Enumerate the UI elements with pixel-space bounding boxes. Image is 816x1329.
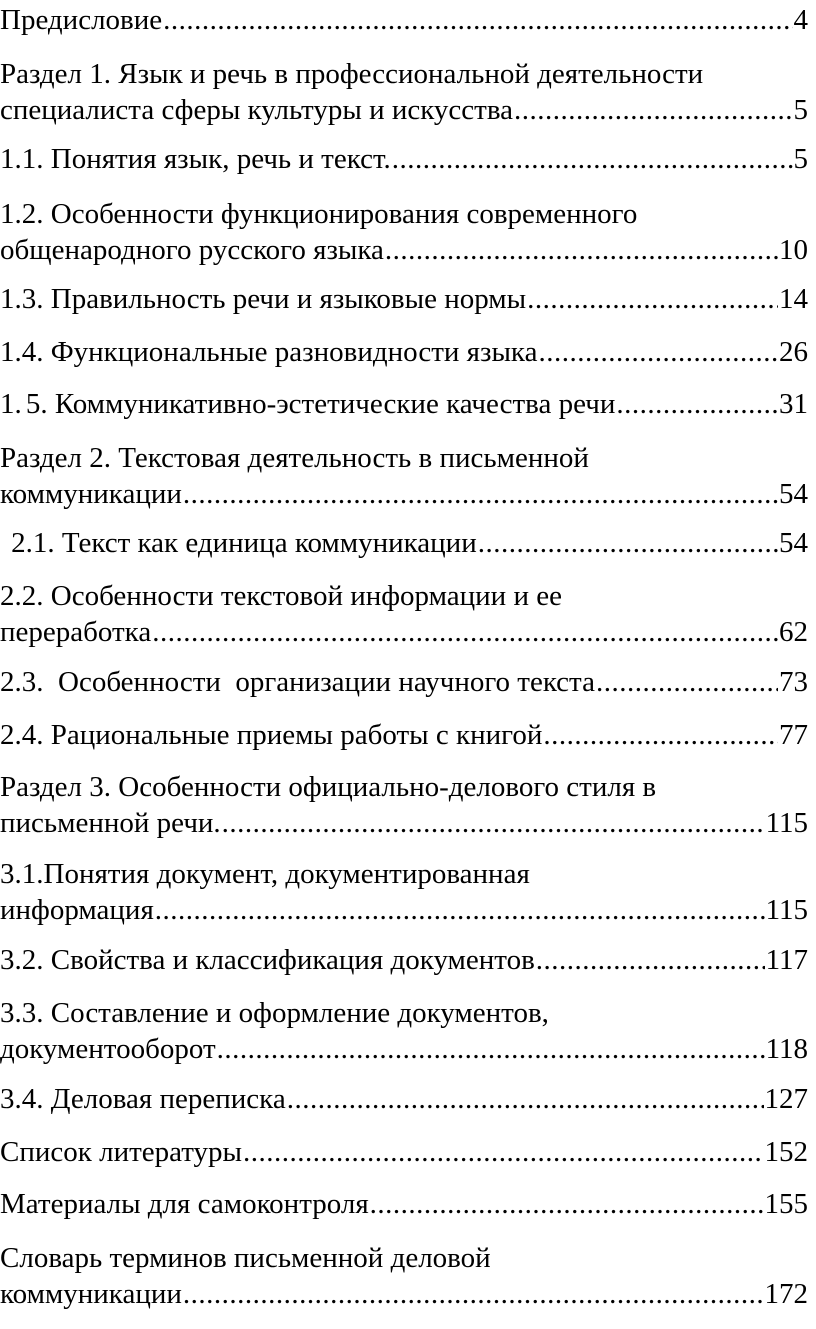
toc-entry-page: 127 xyxy=(764,1083,808,1115)
dot-leader xyxy=(370,1186,764,1222)
toc-entry-title: 3.2. Свойства и классификация документов xyxy=(0,944,535,976)
toc-entry-page: 4 xyxy=(793,4,808,36)
toc-entry-2-2[interactable] xyxy=(0,578,808,650)
toc-entry-title: Предисловие xyxy=(0,4,163,36)
dot-leader xyxy=(538,334,778,370)
toc-entry-title-line1: Раздел 3. Особенности официально-делового стиля в xyxy=(0,771,657,803)
toc-entry-page: 118 xyxy=(765,1033,808,1065)
dot-leader xyxy=(596,664,778,700)
toc-entry-page: 117 xyxy=(765,944,808,976)
toc-entry-title: 1.1. Понятия язык, речь и текст. xyxy=(0,143,391,175)
dot-leader xyxy=(183,1276,764,1312)
toc-entry-title: общенародного русского языка xyxy=(0,234,384,266)
dot-leader xyxy=(527,281,778,317)
toc-entry-3-3[interactable] xyxy=(0,995,808,1067)
toc-entry-1-5[interactable] xyxy=(0,386,808,422)
toc-entry-title: 2.4. Рациональные приемы работы с книгой xyxy=(0,719,543,751)
toc-entry-title: 5. Коммуникативно-эстетические качества речи xyxy=(25,388,616,420)
toc-entry-title-line1: Раздел 1. Язык и речь в профессиональной деятельности xyxy=(0,58,704,90)
dot-leader xyxy=(478,525,778,561)
toc-entry-3-4[interactable] xyxy=(0,1081,808,1117)
toc-entry-title: специалиста сферы культуры и искусства xyxy=(0,94,514,126)
toc-entry-title: коммуникации xyxy=(0,1278,182,1310)
toc-entry-page: 73 xyxy=(779,666,808,698)
toc-entry-preface[interactable] xyxy=(0,2,808,38)
toc-entry-page: 115 xyxy=(765,807,808,839)
dot-leader xyxy=(536,942,765,978)
toc-entry-title: переработка xyxy=(0,616,152,648)
dot-leader xyxy=(155,892,765,928)
toc-entry-title: 1.3. Правильность речи и языковые нормы xyxy=(0,283,527,315)
toc-entry-page: 62 xyxy=(779,616,808,648)
toc-entry-title: 2.1. Текст как единица коммуникации xyxy=(11,527,477,559)
toc-entry-self-check[interactable] xyxy=(0,1186,808,1222)
toc-entry-1-1[interactable] xyxy=(0,141,808,177)
dot-leader xyxy=(514,92,792,128)
toc-entry-title-line1: 3.1.Понятия документ, документированная xyxy=(0,858,530,890)
toc-entry-glossary[interactable] xyxy=(0,1240,808,1312)
toc-entry-title-line1: 1.2. Особенности функционирования современного xyxy=(0,198,638,230)
dot-leader xyxy=(287,1081,764,1117)
dot-leader xyxy=(152,614,778,650)
dot-leader xyxy=(163,2,792,38)
dot-leader xyxy=(217,1031,765,1067)
toc-entry-title: 2.3. Особенности организации научного текста xyxy=(0,666,595,698)
toc-entry-page: 26 xyxy=(779,336,808,368)
toc-entry-number: 1. xyxy=(0,388,22,420)
toc-entry-title: Список литературы xyxy=(0,1136,243,1168)
toc-entry-1-3[interactable] xyxy=(0,281,808,317)
dot-leader xyxy=(543,717,778,753)
toc-entry-2-4[interactable] xyxy=(0,717,808,753)
toc-entry-page: 54 xyxy=(779,527,808,559)
toc-entry-page: 5 xyxy=(793,143,808,175)
toc-entry-page: 77 xyxy=(779,719,808,751)
toc-entry-title: 3.4. Деловая переписка xyxy=(0,1083,286,1115)
toc-entry-page: 5 xyxy=(793,94,808,126)
toc-entry-title-line1: 2.2. Особенности текстовой информации и ее xyxy=(0,580,562,612)
toc-entry-page: 31 xyxy=(779,388,808,420)
toc-entry-title-line1: 3.3. Составление и оформление документов, xyxy=(0,997,549,1029)
dot-leader xyxy=(616,386,778,422)
toc-entry-section-2[interactable] xyxy=(0,440,808,512)
toc-entry-title-line1: Словарь терминов письменной деловой xyxy=(0,1242,491,1274)
toc-entry-page: 152 xyxy=(764,1136,808,1168)
toc-entry-page: 155 xyxy=(764,1188,808,1220)
toc-entry-title: письменной речи. xyxy=(0,807,221,839)
toc-entry-title: информация xyxy=(0,894,154,926)
dot-leader xyxy=(183,476,778,512)
toc-entry-page: 54 xyxy=(779,478,808,510)
toc-entry-page: 14 xyxy=(779,283,808,315)
toc-entry-page: 115 xyxy=(765,894,808,926)
toc-entry-page: 172 xyxy=(764,1278,808,1310)
toc-entry-title: документооборот xyxy=(0,1033,216,1065)
dot-leader xyxy=(222,805,765,841)
toc-entry-3-1[interactable] xyxy=(0,856,808,928)
toc-entry-title-line1: Раздел 2. Текстовая деятельность в письменной xyxy=(0,442,589,474)
toc-entry-2-3[interactable] xyxy=(0,664,808,700)
toc-entry-1-4[interactable] xyxy=(0,334,808,370)
dot-leader xyxy=(392,141,793,177)
toc-entry-1-2[interactable] xyxy=(0,196,808,268)
toc-entry-page: 10 xyxy=(779,234,808,266)
toc-entry-section-1[interactable] xyxy=(0,56,808,128)
toc-entry-title: 1.4. Функциональные разновидности языка xyxy=(0,336,538,368)
toc-entry-2-1[interactable] xyxy=(0,525,808,561)
toc-entry-title: коммуникации xyxy=(0,478,182,510)
toc-entry-title: Материалы для самоконтроля xyxy=(0,1188,369,1220)
dot-leader xyxy=(385,232,778,268)
toc-entry-section-3[interactable] xyxy=(0,769,808,841)
toc-entry-references[interactable] xyxy=(0,1134,808,1170)
toc-entry-3-2[interactable] xyxy=(0,942,808,978)
dot-leader xyxy=(243,1134,763,1170)
